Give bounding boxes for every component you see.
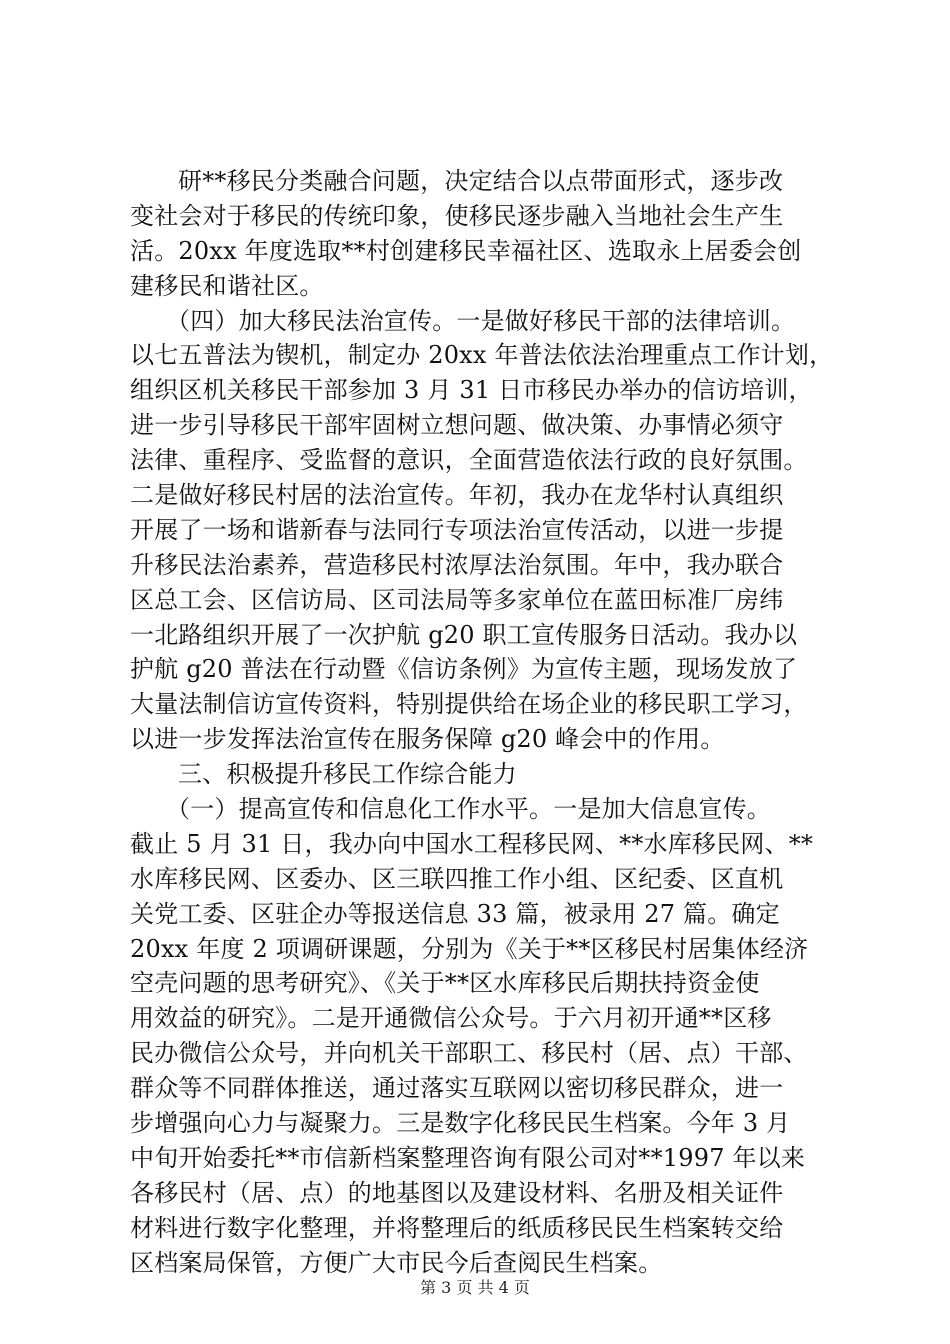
text-line: 研**移民分类融合问题，决定结合以点带面形式，逐步改 (178, 167, 784, 195)
text-line: 区总工会、区信访局、区司法局等多家单位在蓝田标准厂房纬 (130, 585, 784, 614)
text-line: 以进一步发挥法治宣传在服务保障 g20 峰会中的作用。 (130, 725, 725, 754)
section-heading-3: 三、积极提升移民工作综合能力 (178, 760, 517, 789)
text-line: 关党工委、区驻企办等报送信息 33 篇，被录用 27 篇。确定 (130, 899, 780, 928)
text-line: 升移民法治素养，营造移民村浓厚法治氛围。年中，我办联合 (130, 550, 784, 579)
text-line: 建移民和谐社区。 (130, 271, 324, 300)
text-line: 步增强向心力与凝聚力。三是数字化移民民生档案。今年 3 月 (130, 1109, 791, 1138)
text-line: 水库移民网、区委办、区三联四推工作小组、区纪委、区直机 (130, 864, 784, 893)
page-footer: 第 3 页 共 4 页 (420, 1278, 530, 1297)
text-line: 活。20xx 年度选取**村创建移民幸福社区、选取永上居委会创 (130, 236, 802, 265)
text-line: 一北路组织开展了一次护航 g20 职工宣传服务日活动。我办以 (130, 620, 798, 649)
text-line: 群众等不同群体推送，通过落实互联网以密切移民群众，进一 (130, 1074, 784, 1103)
text-line: 二是做好移民村居的法治宣传。年初，我办在龙华村认真组织 (130, 481, 784, 510)
body-text (130, 164, 850, 1281)
text-line: 变社会对于移民的传统印象，使移民逐步融入当地社会生产生 (130, 201, 784, 230)
text-line: 材料进行数字化整理，并将整理后的纸质移民民生档案转交给 (130, 1213, 784, 1242)
text-line: 各移民村（居、点）的地基图以及建设材料、名册及相关证件 (130, 1178, 784, 1207)
text-line: 法律、重程序、受监督的意识，全面营造依法行政的良好氛围。 (130, 446, 808, 475)
text-line: 空壳问题的思考研究》、《关于**区水库移民后期扶持资金使 (130, 969, 760, 998)
text-line: 用效益的研究》。二是开通微信公众号。于六月初开通**区移 (130, 1004, 772, 1033)
text-line: 组织区机关移民干部参加 3 月 31 日市移民办举办的信访培训， (130, 376, 813, 405)
text-line: 开展了一场和谐新春与法同行专项法治宣传活动，以进一步提 (130, 515, 784, 544)
text-line: 中旬开始委托**市信新档案整理咨询有限公司对**1997 年以来 (130, 1143, 806, 1172)
text-line: 护航 g20 普法在行动暨《信访条例》为宣传主题，现场发放了 (130, 655, 798, 684)
text-line: 截止 5 月 31 日，我办向中国水工程移民网、**水库移民网、** (130, 829, 814, 858)
text-line: 区档案局保管，方便广大市民今后查阅民生档案。 (130, 1248, 663, 1277)
section-heading-4: （四）加大移民法治宣传。一是做好移民干部的法律培训。 (166, 306, 796, 335)
section-heading-1: （一）提高宣传和信息化工作水平。一是加大信息宣传。 (166, 795, 771, 824)
text-line: 20xx 年度 2 项调研课题，分别为《关于**区移民村居集体经济 (130, 934, 809, 963)
text-line: 以七五普法为锲机，制定办 20xx 年普法依法治理重点工作计划， (130, 341, 834, 370)
text-line: 进一步引导移民干部牢固树立想问题、做决策、办事情必须守 (130, 411, 784, 440)
text-line: 大量法制信访宣传资料，特别提供给在场企业的移民职工学习， (130, 690, 808, 719)
text-line: 民办微信公众号，并向机关干部职工、移民村（居、点）干部、 (130, 1039, 808, 1068)
